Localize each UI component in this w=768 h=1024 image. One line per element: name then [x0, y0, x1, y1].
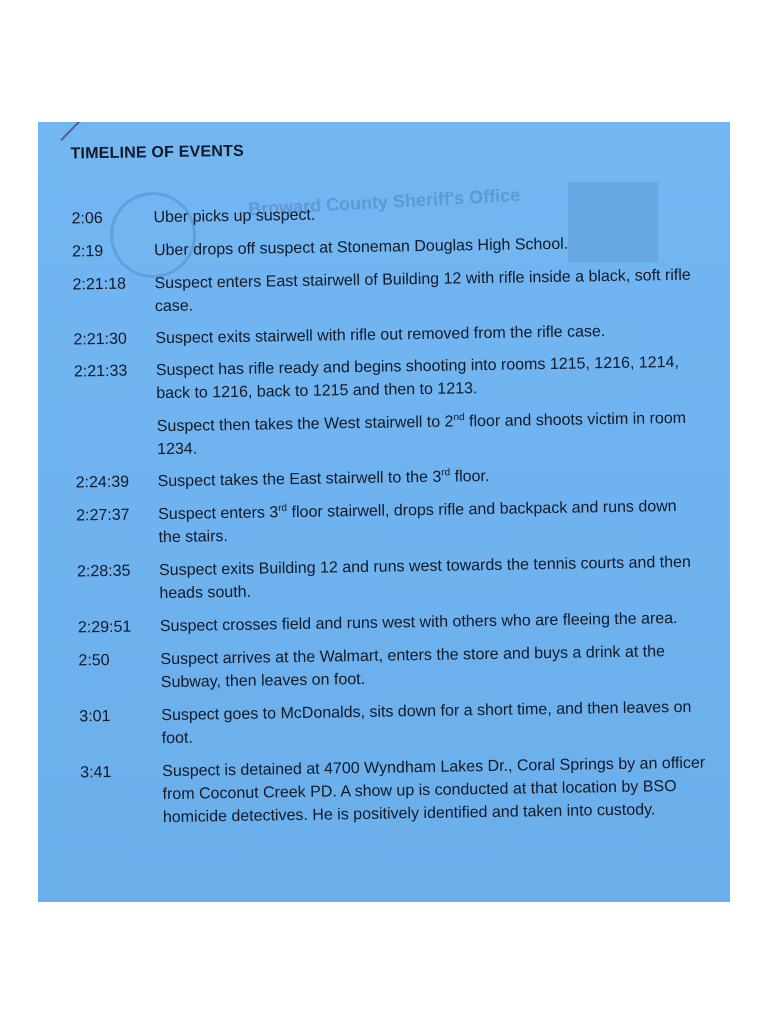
timeline-event	[72, 230, 712, 263]
ordinal-suffix: rd	[278, 502, 288, 514]
event-time: 2:21:18	[72, 275, 127, 294]
event-description: Suspect goes to McDonalds, sits down for a short time, and then leaves on foot.	[161, 698, 692, 748]
event-description: Suspect arrives at the Walmart, enters the store and buys a drink at the Subway, then leaves on foot.	[160, 643, 666, 692]
timeline-event	[78, 606, 718, 639]
event-time	[75, 415, 158, 462]
event-time: 3:01	[79, 707, 111, 726]
event-description: Suspect has rifle ready and begins shooting into rooms 1215, 1216, 1214, back to 1216, back to 1215 and then to 1213.	[155, 353, 680, 403]
event-text: Suspect then takes the West stairwell to 2	[156, 413, 454, 436]
event-text: Suspect takes the East stairwell to the 3	[157, 468, 442, 491]
timeline-event	[74, 350, 715, 406]
event-time: 2:21:33	[73, 362, 128, 381]
event-time: 2:19	[71, 242, 104, 261]
event-text: Suspect enters 3	[158, 504, 279, 524]
event-text: floor stairwell, drops rifle and backpack and runs down the stairs.	[158, 498, 677, 547]
pen-mark	[60, 122, 84, 141]
sheriff-office-watermark: Broward County Sheriff's Office	[247, 184, 521, 220]
event-description: Suspect enters East stairwell of Building 12 with rifle inside a black, soft rifle case.	[154, 266, 691, 316]
timeline-event	[77, 550, 718, 606]
timeline-document	[38, 122, 730, 902]
event-text: floor.	[450, 467, 490, 486]
timeline-event	[72, 263, 713, 319]
timeline-event	[76, 494, 717, 550]
event-description	[157, 407, 703, 462]
event-time: 2:50	[78, 651, 110, 670]
event-time: 2:28:35	[76, 562, 131, 581]
ordinal-suffix: nd	[453, 412, 465, 424]
timeline-event	[79, 695, 720, 751]
event-time: 2:24:39	[75, 473, 130, 492]
event-description: Suspect exits stairwell with rifle out removed from the rifle case.	[155, 323, 606, 348]
event-description: Uber drops off suspect at Stoneman Douglas High School.	[153, 235, 569, 260]
event-description: Suspect exits Building 12 and runs west towards the tennis courts and then heads south.	[158, 553, 692, 603]
timeline-event	[71, 197, 711, 230]
timeline-event	[75, 406, 716, 462]
event-description	[157, 462, 702, 494]
event-time: 2:29:51	[77, 618, 132, 637]
event-time: 2:06	[71, 209, 103, 228]
ordinal-suffix: rd	[441, 467, 451, 479]
event-description	[158, 495, 704, 550]
timeline-event	[73, 318, 713, 351]
event-time: 2:27:37	[76, 506, 130, 525]
timeline-list	[71, 197, 721, 830]
event-time: 2:21:30	[73, 330, 127, 349]
document-page	[38, 122, 730, 902]
event-time: 3:41	[80, 763, 112, 782]
event-description: Suspect is detained at 4700 Wyndham Lakes Dr., Coral Springs by an officer from Coconut Creek PD. A show up is conducted at that location by BSO homicide detectives. He is positively identified and taken into custody.	[162, 754, 706, 827]
event-description: Uber picks up suspect.	[153, 206, 316, 227]
timeline-event	[80, 751, 721, 830]
event-text: floor and shoots victim in room 1234.	[157, 409, 687, 459]
timeline-event	[78, 639, 719, 695]
event-description: Suspect crosses field and runs west with others who are fleeing the area.	[159, 610, 678, 636]
page-title: TIMELINE OF EVENTS	[70, 142, 245, 163]
timeline-event	[75, 461, 715, 494]
